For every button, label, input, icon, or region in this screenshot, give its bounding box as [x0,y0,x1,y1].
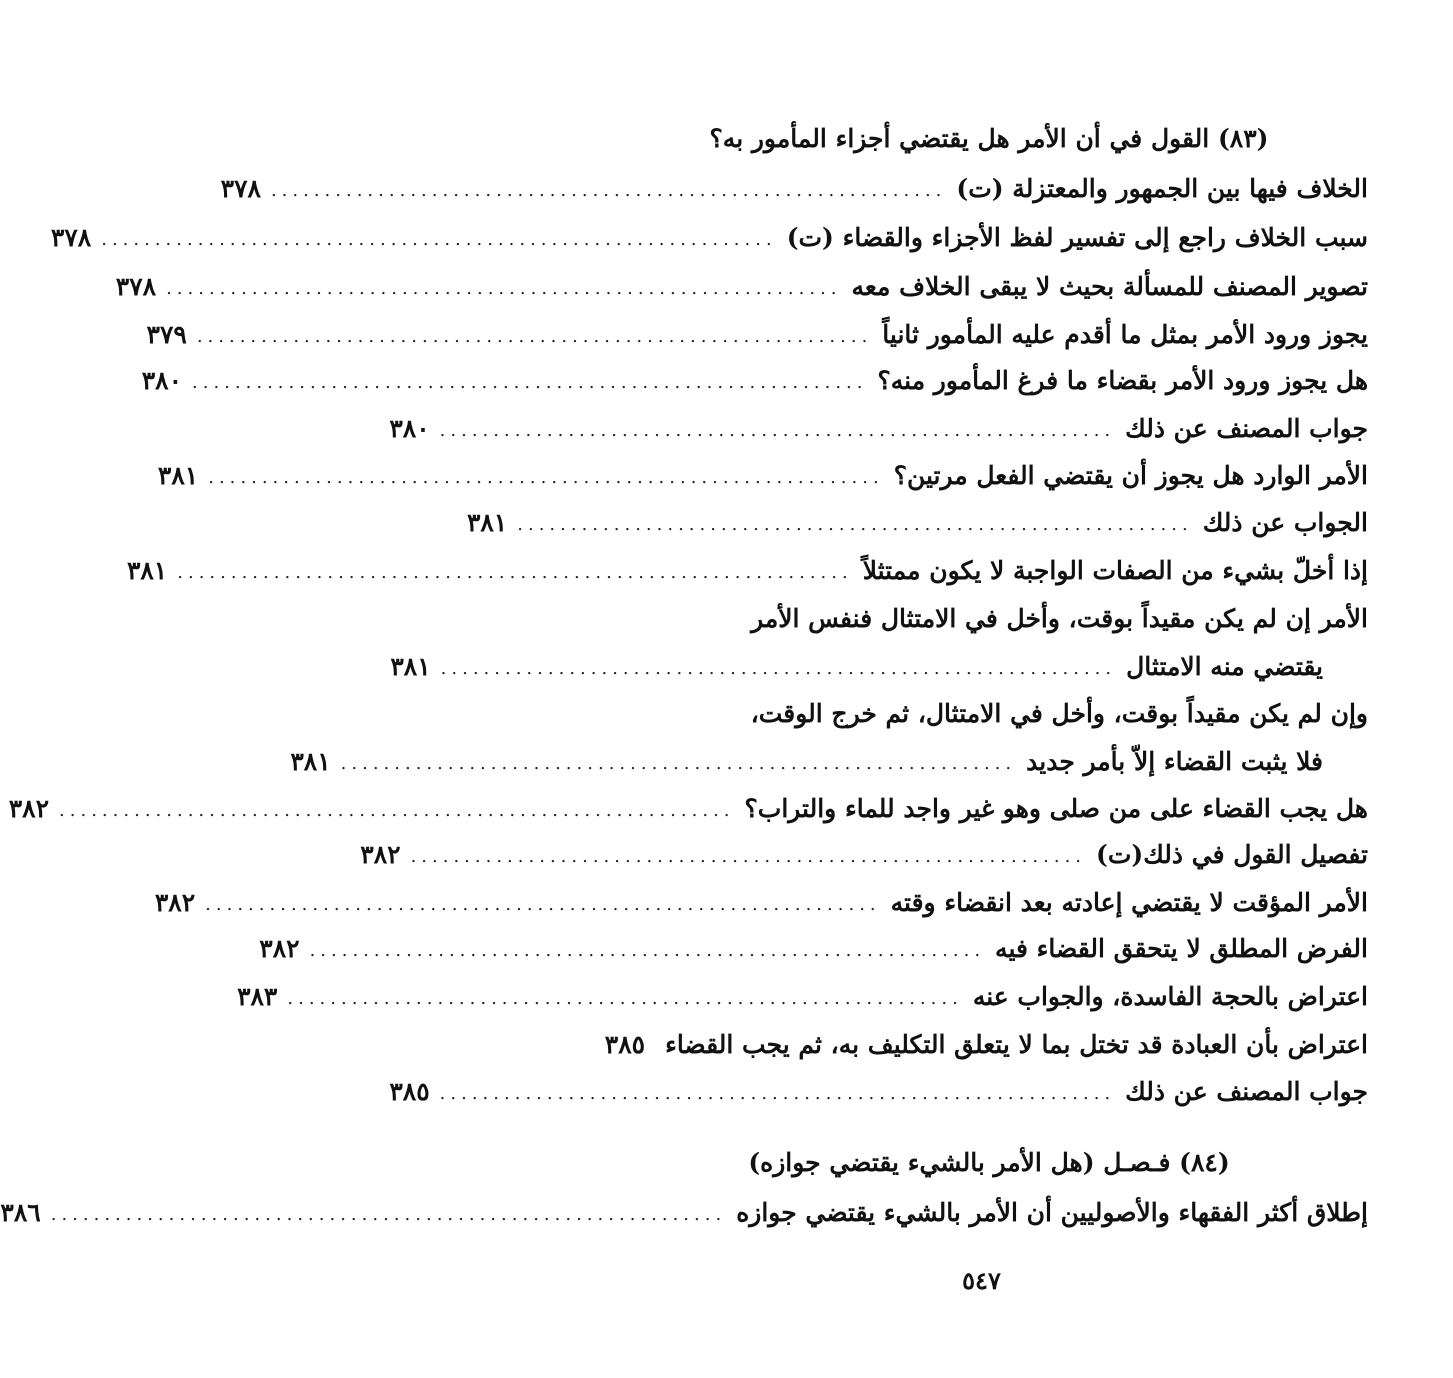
toc-page-number: ٣٨١ [466,508,508,537]
toc-page-number: ٣٨٢ [154,888,196,917]
dot-leader: ............................................................... [208,467,884,488]
toc-page-number: ٣٨١ [390,652,431,681]
toc-entry [154,884,1368,920]
toc-entry-title: جواب المصنف عن ذلك [1125,414,1368,443]
dot-leader: ............................................................... [101,229,777,250]
toc-entry [115,268,1368,304]
dot-leader: ............................................................... [205,894,881,915]
dot-leader: ............................................................... [439,420,1116,441]
toc-entry [389,1073,1368,1109]
toc-entry [141,362,1368,398]
toc-entry [220,170,1368,206]
toc-page-number: ٣٨٥ [389,1077,430,1106]
toc-entry [157,457,1368,493]
toc-entry-title: وإن لم يكن مقيداً بوقت، وأخل في الامتثال، ثم خرج الوقت، [750,699,1368,728]
dot-leader: ............................................................... [309,940,986,961]
toc-page-number: ٣٨١ [126,556,168,585]
toc-entry-title: الأمر إن لم يكن مقيداً بوقت، وأخل في الامتثال فنفس الأمر [751,604,1368,633]
toc-entry [259,930,1368,966]
toc-entry-title: هل يجوز ورود الأمر بقضاء ما فرغ المأمور منه؟ [877,366,1368,395]
page-folio-number: ٥٤٧ [962,1266,1001,1295]
toc-page-number: ٣٨٢ [259,934,300,963]
toc-page-number: ٣٨٠ [141,366,183,395]
dot-leader: ............................................................... [177,562,853,583]
toc-page-number: ٣٨١ [157,461,199,490]
toc-page-number: ٣٨٥ [604,1030,646,1059]
toc-entry [604,1026,1368,1062]
toc-entry-title: الفرض المطلق لا يتحقق القضاء فيه [995,934,1368,963]
toc-entry-continuation [290,743,1323,779]
toc-page-number: ٣٨٢ [8,794,50,823]
toc-page-number: ٣٧٨ [115,272,157,301]
dot-leader: ............................................................... [270,180,947,201]
toc-page-number: ٣٨٢ [360,840,401,869]
toc-entry-title: الأمر الوارد هل يجوز أن يقتضي الفعل مرتين؟ [893,461,1368,490]
toc-entry-title: اعتراض بأن العبادة قد تختل بما لا يتعلق التكليف به، ثم يجب القضاء [665,1030,1368,1059]
dot-leader: ............................................................... [59,800,735,821]
toc-page-number: ٣٨١ [290,747,331,776]
toc-entry [50,219,1368,255]
dot-leader: ............................................................... [287,988,963,1009]
toc-entry [389,410,1368,446]
toc-entry [146,316,1368,352]
toc-entry [0,1194,1368,1230]
toc-entry-title: الجواب عن ذلك [1202,508,1368,537]
toc-entry [237,978,1368,1014]
toc-entry [8,790,1368,826]
dot-leader: ............................................................... [410,846,1087,867]
toc-entry-title: الأمر المؤقت لا يقتضي إعادته بعد انقضاء وقته [890,888,1368,917]
toc-page-number: ٣٧٨ [50,223,92,252]
dot-leader: ............................................................... [196,326,873,347]
dot-leader: ............................................................... [517,514,1193,535]
section-heading-84: (٨٤) فـصـل (هل الأمر بالشيء يقتضي جوازه) [748,1148,1230,1177]
dot-leader: ............................................................... [50,1204,727,1225]
dot-leader: ............................................................... [440,658,1117,679]
dot-leader: ............................................................... [192,372,868,393]
toc-entry-title: هل يجب القضاء على من صلى وهو غير واجد للماء والتراب؟ [744,794,1368,823]
toc-page-number: ٣٨٦ [0,1198,41,1227]
toc-entry-continuation [390,648,1323,684]
dot-leader: ............................................................... [166,278,842,299]
toc-entry-first-line [620,600,1368,636]
toc-entry [126,552,1368,588]
toc-page-number: ٣٨٣ [237,982,278,1011]
toc-entry-title: إطلاق أكثر الفقهاء والأصوليين أن الأمر بالشيء يقتضي جوازه [736,1198,1368,1227]
toc-entry-first-line [620,695,1368,731]
toc-entry-title: تصوير المصنف للمسألة بحيث لا يبقى الخلاف معه [851,272,1368,301]
toc-entry [466,504,1368,540]
toc-entry-title: الخلاف فيها بين الجمهور والمعتزلة (ت) [956,174,1368,203]
toc-page-number: ٣٧٨ [220,174,261,203]
toc-entry [360,836,1368,872]
dot-leader: ............................................................... [340,753,1017,774]
toc-entry-title: جواب المصنف عن ذلك [1125,1077,1368,1106]
dot-leader: ............................................................... [439,1083,1116,1104]
toc-entry-title: فلا يثبت القضاء إلاّ بأمر جديد [1026,747,1323,776]
toc-entry-title: يقتضي منه الامتثال [1126,652,1323,681]
toc-entry-title: إذا أخلّ بشيء من الصفات الواجبة لا يكون ممتثلاً [862,556,1368,585]
toc-entry-title: سبب الخلاف راجع إلى تفسير لفظ الأجزاء والقضاء (ت) [786,223,1368,252]
section-heading-83: (٨٣) القول في أن الأمر هل يقتضي أجزاء المأمور به؟ [709,124,1269,153]
toc-page-number: ٣٧٩ [146,320,187,349]
toc-entry-title: تفصيل القول في ذلك(ت) [1096,840,1368,869]
toc-entry-title: يجوز ورود الأمر بمثل ما أقدم عليه المأمور ثانياً [882,320,1368,349]
toc-page-number: ٣٨٠ [389,414,430,443]
toc-entry-title: اعتراض بالحجة الفاسدة، والجواب عنه [972,982,1368,1011]
